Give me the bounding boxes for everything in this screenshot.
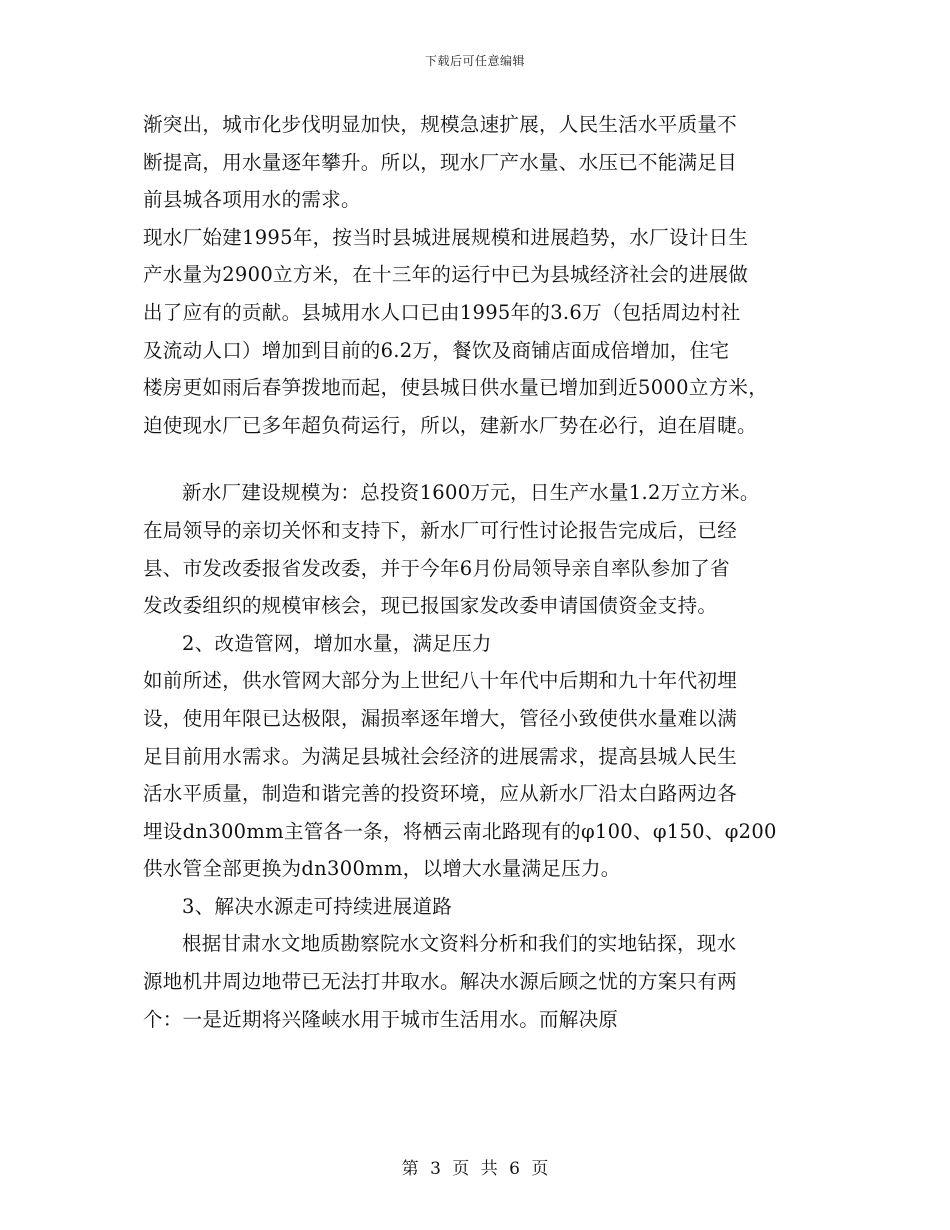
paragraph: [143, 925, 813, 1038]
text-line: 埋设dn300mm主管各一条，将栖云南北路现有的φ100、φ150、φ200: [143, 819, 777, 843]
text-line: 足目前用水需求。为满足县城社会经济的进展需求，提高县城人民生: [143, 744, 738, 768]
text-line: 在局领导的亲切关怀和支持下，新水厂可行性讨论报告完成后，已经: [143, 518, 738, 542]
text-line: 新水厂建设规模为：总投资1600万元，日生产水量1.2万立方米。: [182, 481, 760, 505]
text-line: 活水平质量，制造和谐完善的投资环境，应从新水厂沿太白路两边各: [143, 782, 738, 806]
body-text: [143, 106, 813, 1038]
text-line: 3、解决水源走可持续进展道路: [182, 894, 453, 918]
text-line: 发改委组织的规模审核会，现已报国家发改委申请国债资金支持。: [143, 594, 718, 618]
text-line: 迫使现水厂已多年超负荷运行，所以，建新水厂势在必行，迫在眉睫。: [143, 413, 757, 437]
text-line: 现水厂始建1995年，按当时县城进展规模和进展趋势，水厂设计日生: [143, 225, 749, 249]
text-line: 个：一是近期将兴隆峡水用于城市生活用水。而解决原: [143, 1007, 619, 1031]
text-line: 出了应有的贡献。县城用水人口已由1995年的3.6万（包括周边村社: [143, 300, 741, 324]
text-line: 源地机井周边地带已无法打井取水。解决水源后顾之忧的方案只有两: [143, 970, 738, 994]
text-line: 前县城各项用水的需求。: [143, 188, 361, 212]
page-footer: 第 3 页 共 6 页: [401, 1159, 549, 1179]
section-heading: [143, 888, 813, 926]
paragraph: [143, 662, 813, 888]
text-line: 断提高，用水量逐年攀升。所以，现水厂产水量、水压已不能满足目: [143, 150, 738, 174]
text-line: 渐突出，城市化步伐明显加快，规模急速扩展，人民生活水平质量不: [143, 113, 738, 136]
text-line: 2、改造管网，增加水量，满足压力: [182, 631, 492, 655]
page-header: 下载后可任意编辑: [424, 54, 525, 68]
text-line: 县、市发改委报省发改委，并于今年6月份局领导亲自率队参加了省: [143, 556, 730, 580]
text-line: 楼房更如雨后春笋拨地而起，使县城日供水量已增加到近5000立方米，: [143, 376, 769, 400]
text-line: 根据甘肃水文地质勘察院水文资料分析和我们的实地钻探，现水: [182, 932, 737, 956]
text-line: 供水管全部更换为dn300mm，以增大水量满足压力。: [143, 857, 621, 881]
text-line: 设，使用年限已达极限，漏损率逐年增大，管径小致使供水量难以满: [143, 706, 738, 730]
text-line: 产水量为2900立方米，在十三年的运行中已为县城经济社会的进展做: [143, 263, 749, 287]
paragraph-gap: [143, 444, 813, 474]
text-line: 及流动人口）增加到目前的6.2万，餐饮及商铺店面成倍增加，住宅: [143, 338, 730, 362]
paragraph: [143, 219, 813, 445]
section-heading: [143, 625, 813, 663]
paragraph: [143, 474, 813, 624]
paragraph: [143, 106, 813, 219]
text-line: 如前所述，供水管网大部分为上世纪八十年代中后期和九十年代初埋: [143, 669, 738, 693]
